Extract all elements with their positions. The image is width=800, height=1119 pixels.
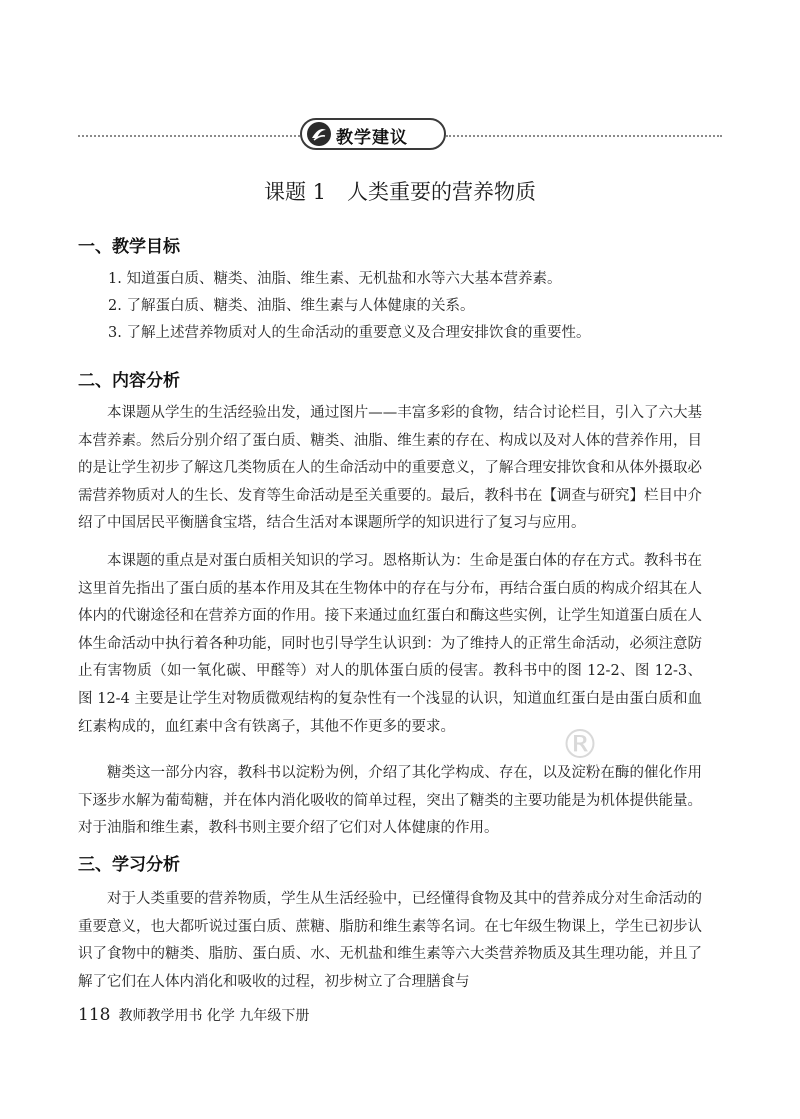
section-banner bbox=[78, 112, 722, 156]
section-heading-content-analysis: 二、内容分析 bbox=[78, 371, 180, 391]
content-paragraph: 糖类这一部分内容，教科书以淀粉为例，介绍了其化学构成、存在，以及淀粉在酶的催化作用下逐步水解为葡萄糖，并在体内消化吸收的简单过程，突出了糖类的主要功能是为机体提供能量。对于油脂和维生素，教科书则主要介绍了它们对人体健康的作用。 bbox=[78, 765, 702, 837]
objective-item: 2. 了解蛋白质、糖类、油脂、维生素与人体健康的关系。 bbox=[108, 298, 475, 314]
registered-watermark: ® bbox=[560, 722, 600, 768]
page-number: 118 bbox=[78, 1005, 111, 1025]
banner-dotted-rule-left bbox=[78, 135, 300, 137]
objectives-list bbox=[108, 266, 728, 347]
lesson-title: 课题 1 人类重要的营养物质 bbox=[263, 180, 537, 204]
objective-item: 3. 了解上述营养物质对人的生命活动的重要意义及合理安排饮食的重要性。 bbox=[108, 325, 591, 341]
book-leaf-icon bbox=[306, 121, 332, 147]
banner-badge bbox=[300, 118, 446, 150]
objective-item: 1. 知道蛋白质、糖类、油脂、维生素、无机盐和水等六大基本营养素。 bbox=[108, 271, 562, 287]
banner-label: 教学建议 bbox=[336, 128, 408, 148]
banner-dotted-rule-right bbox=[446, 135, 722, 137]
content-paragraph: 本课题的重点是对蛋白质相关知识的学习。恩格斯认为：生命是蛋白体的存在方式。教科书在这里首先指出了蛋白质的基本作用及其在生物体中的存在与分布，再结合蛋白质的构成介绍其在人体内的代谢途径和在营养方面的作用。接下来通过血红蛋白和酶这些实例，让学生知道蛋白质在人体生命活动中执行着各种功能，同时也引导学生认识到：为了维持人的正常生命活动，必须注意防止有害物质（如一氧化碳、甲醛等）对人的肌体蛋白质的侵害。教科书中的图 12-2、图 12-3、图 12-4 主要是让学生对物质微观结构的复杂性有一个浅显的认识，知道血红蛋白是由蛋白质和血红素构成的，血红素中含有铁离子，其他不作更多的要求。 bbox=[78, 553, 702, 735]
page-footer bbox=[78, 1005, 309, 1025]
learning-paragraph: 对于人类重要的营养物质，学生从生活经验中，已经懂得食物及其中的营养成分对生命活动的重要意义，也大都听说过蛋白质、蔗糖、脂肪和维生素等名词。在七年级生物课上，学生已初步认识了食物中的糖类、脂肪、蛋白质、水、无机盐和维生素等六大类营养物质及其生理功能，并且了解了它们在人体内消化和吸收的过程，初步树立了合理膳食与 bbox=[78, 891, 702, 990]
section-heading-objectives: 一、教学目标 bbox=[78, 237, 180, 257]
book-title: 教师教学用书 化学 九年级下册 bbox=[118, 1008, 310, 1024]
content-paragraph: 本课题从学生的生活经验出发，通过图片——丰富多彩的食物，结合讨论栏目，引入了六大基本营养素。然后分别介绍了蛋白质、糖类、油脂、维生素的存在、构成以及对人体的营养作用，目的是让学生初步了解这几类物质在人的生命活动中的重要意义，了解合理安排饮食和从体外摄取必需营养物质对人的生长、发育等生命活动是至关重要的。最后，教科书在【调查与研究】栏目中介绍了中国居民平衡膳食宝塔，结合生活对本课题所学的知识进行了复习与应用。 bbox=[78, 405, 702, 532]
section-heading-learning-analysis: 三、学习分析 bbox=[78, 855, 180, 875]
